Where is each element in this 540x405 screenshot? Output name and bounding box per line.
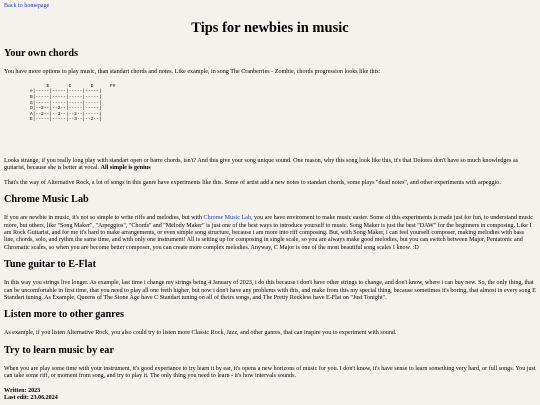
section-listen-other-ganres bbox=[4, 309, 536, 337]
paragraph-text: , you are have enviroment to make music easier. Some of this experiments is made just for fun, to understand music more, but others, like "Song Maker", "Arpeggios", "Chords" and "Melody Maker" is just one of the best ways to introduce yourself to music. Song Maker is just the best "DAW" for the beginners in composing. Like I am Rock Guitarist, and for me it's hard to make arrangements, or even simple song structure, because i am more into riff composing. But, with Song Maker, i can feel yourself composer, making melodies with bass line, chords, solo, and rythm the same time, and with only one instrument! All is setting up for composing in single scale, so you are always make good melodies, but you can switch between Major, Pentatonic and Chromatic scales, so when you are become better composer, you can create more complex melodies. Anyway, C Major is one of the most beautiful song scales I know. :D bbox=[4, 215, 534, 251]
section-chrome-music-lab bbox=[4, 194, 536, 252]
back-to-homepage-link[interactable]: Back to homepage bbox=[4, 3, 50, 9]
chord-tab: E C D F# e|-----|-----|-----|-----| B|-----|-----|-----|-----| G|-----|-----|-----|-----| D|--2--|--2--|-----|-----| A|--2--|--3--|--2--|-----| E|-----|-----|--3--|--2--| bbox=[30, 83, 116, 123]
paragraph bbox=[4, 215, 536, 252]
section-heading: Your own chords bbox=[4, 48, 78, 60]
paragraph-text: Looks strange, if you really long play with standart open or barre chords, isn't? And this give your song unique sound. One reason, why this song look like this, it's that Dolores don't have so much knowledges as guitarist, because she is better at vocal. bbox=[4, 157, 519, 172]
paragraph bbox=[4, 158, 536, 173]
section-heading: Try to learn music by ear bbox=[4, 344, 114, 356]
paragraph: As example, if you listen Alternative Rock, you also could try to listen more Classic Rock, Jazz, and other ganres, that can inspire you to experiment with sound. bbox=[4, 330, 397, 337]
page-footer bbox=[4, 388, 536, 403]
section-your-own-chords bbox=[4, 48, 536, 187]
paragraph: In this way you strings live longer. As example, last time i change my strings being 4 January of 2023, i do this because i don't have other strings to change, and don't know, where i can buy new. So, the only thing, that can be uncomfortable in first time, that you need to play all one freth higher, but now i don't have any problems with this, and make from this my special thing, because sometimes it's boring, that almost in every song E Standart tuning. As Example, Queens of The Stone Age have C Standart tuning on all of theirs songs, and The Pretty Reckless have E-Flat on "Just Tonight". bbox=[4, 280, 536, 302]
paragraph: When you are play some time with your instrument, it's good experiance to try learn it by ear, it's opens a new horizons of music for you. I don't know, it's have sense to learn something very hard, or full songs. You just can take some riff, or moment from song, and try to play it. The only thing you need to learn - it's how intervals sounds. bbox=[4, 365, 536, 380]
section-heading: Chrome Music Lab bbox=[4, 194, 89, 206]
section-heading: Listen more to other ganres bbox=[4, 309, 124, 321]
emphasis-text: All simple is genius bbox=[100, 165, 151, 172]
paragraph: That's the way of Alternative Rock, a lot of songs in this ganre have experiments like this. Some of artist add a new notes to standart chords, some plays "dead notes", and other experiments with arpeggio. bbox=[4, 179, 501, 186]
section-learn-by-ear bbox=[4, 345, 536, 381]
chrome-music-lab-link[interactable]: Chrome Music Lab bbox=[203, 215, 251, 222]
paragraph-text: If you are newbie in music, it's not so simple to write riffs and melodies, but with bbox=[4, 215, 204, 222]
paragraph: You have more options to play music, than standart chords and notes. Like example, in song The Cranberries - Zombie, chords progression looks like this: bbox=[4, 69, 381, 76]
page-title: Tips for newbies in music bbox=[191, 20, 349, 37]
section-tune-guitar bbox=[4, 259, 536, 302]
last-edit-date: Last edit: 23.06.2024 bbox=[4, 395, 58, 402]
section-heading: Tune guitar to E-Flat bbox=[4, 259, 96, 271]
written-date: Written: 2023 bbox=[4, 387, 41, 394]
